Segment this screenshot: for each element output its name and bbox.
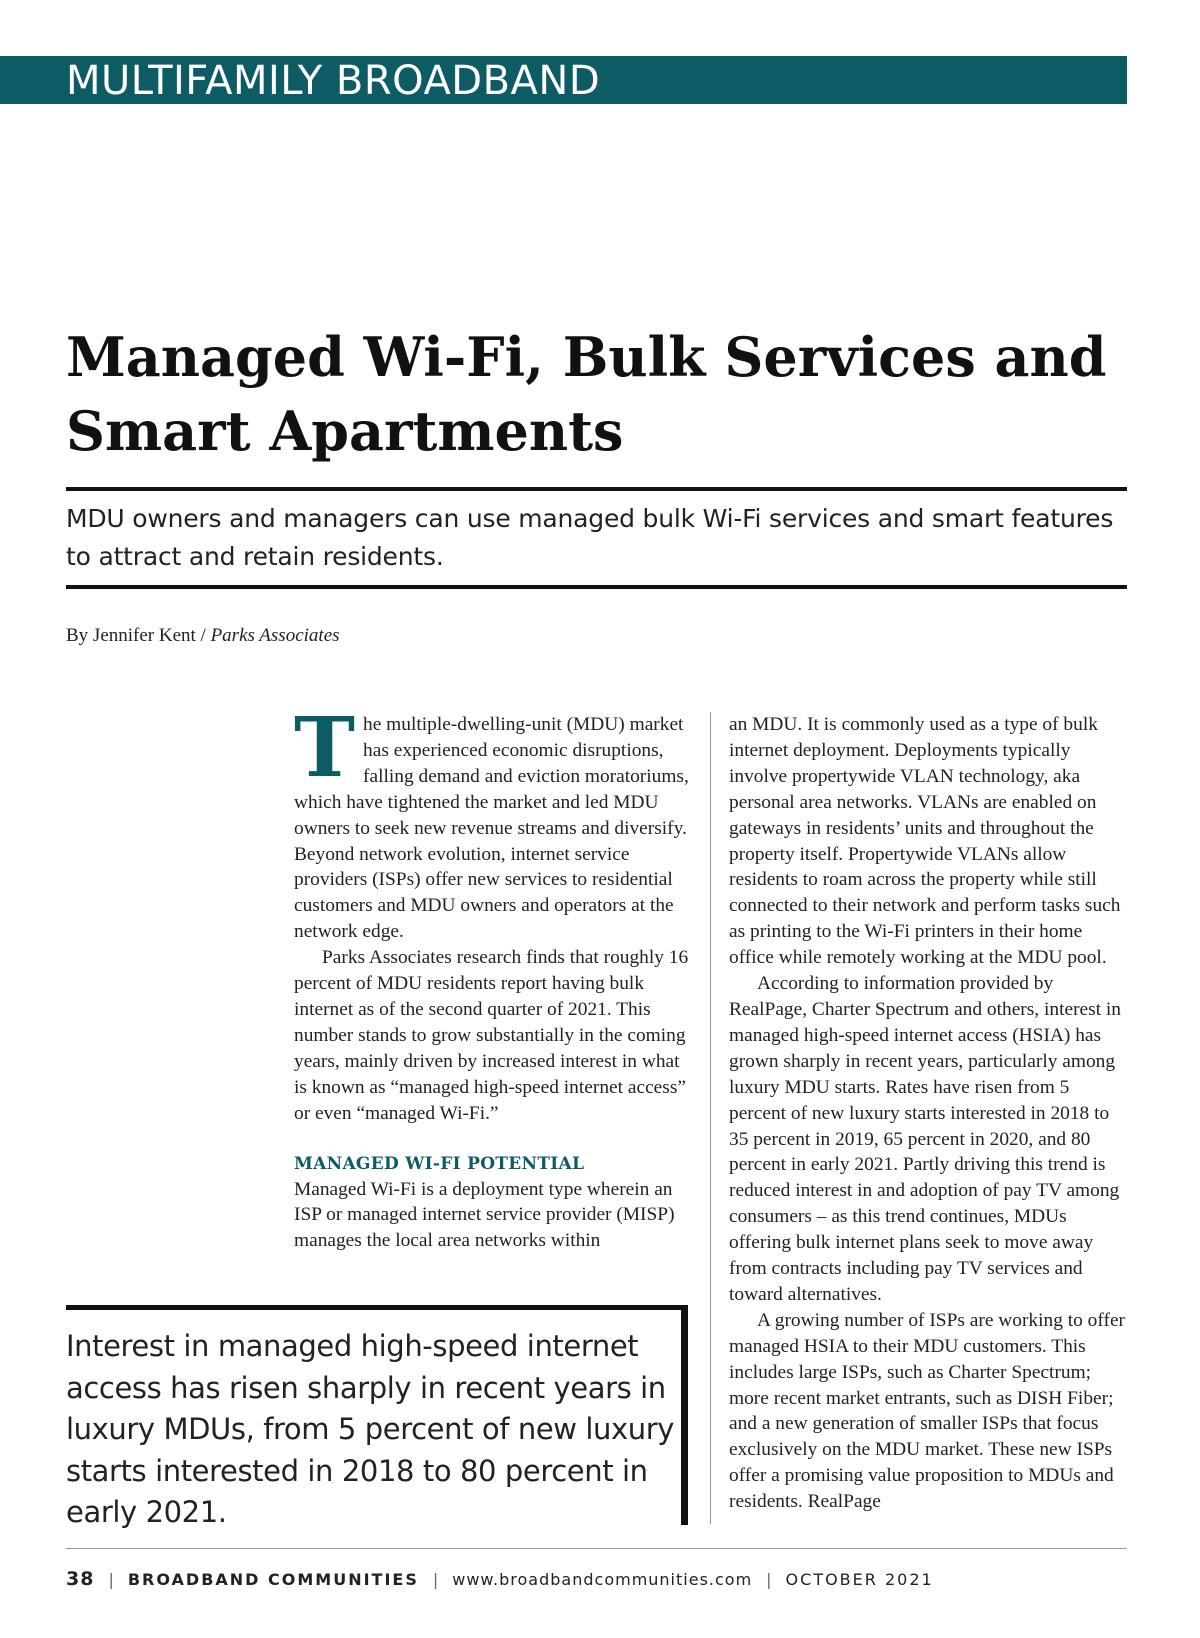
deck-rule-bottom [66,585,1127,589]
drop-cap: T [294,700,356,796]
body-column-1 [294,700,694,1254]
title-line-1: Managed Wi-Fi, Bulk Services and [66,325,1107,389]
body-column-2 [729,712,1129,1515]
title-line-2: Smart Apartments [66,399,624,463]
publication-name: BROADBAND COMMUNITIES [127,1570,419,1589]
paragraph-2: Parks Associates research finds that roughly 16 percent of MDU residents report having bulk internet as of the second quarter of 2021. This number stands to grow substantially in the coming years, mainly driven by increased interest in what is known as “managed high-speed internet access” or even “managed Wi-Fi.” [294,947,689,1124]
section-label: MULTIFAMILY BROADBAND [66,58,601,104]
article-deck: MDU owners and managers can use managed bulk Wi-Fi services and smart features to attract and retain residents. [66,504,1114,571]
paragraph-3: Managed Wi-Fi is a deployment type wherein an ISP or managed internet service provider (MISP) manages the local area networks within [294,1178,675,1252]
paragraph-1-text: he multiple-dwelling-unit (MDU) market has experienced economic disruptions, falling demand and eviction moratoriums, which have tightened the market and led MDU owners to seek new revenue streams and diversify. Beyond network evolution, internet service providers (ISPs) offer new services to residential customers and MDU owners and operators at the network edge. [294,714,689,943]
publication-url: www.broadbandcommunities.com [452,1570,753,1589]
footer-rule [66,1548,1127,1549]
footer-separator: | [766,1570,772,1589]
footer-separator: | [432,1570,439,1589]
paragraph-4: an MDU. It is commonly used as a type of bulk internet deployment. Deployments typically involve propertywide VLAN technology, aka personal area networks. VLANs are enabled on gateways in residents’ units and throughout the property itself. Propertywide VLANs allow residents to roam across the property while still connected to their network and perform tasks such as printing to the Wi-Fi printers in their home office while remotely working at the MDU pool. [729,714,1121,969]
column-divider [710,712,711,1524]
page-number: 38 [66,1568,95,1590]
pullquote-rule-right [681,1305,688,1525]
paragraph-5: According to information provided by RealPage, Charter Spectrum and others, interest in managed high-speed internet access (HSIA) has grown sharply in recent years, particularly among luxury MDU starts. Rates have risen from 5 percent of new luxury starts interested in 2018 to 35 percent in 2019, 65 percent in 2020, and 80 percent in early 2021. Partly driving this trend is reduced interest in and adoption of pay TV among consumers – as this trend continues, MDUs offering bulk internet plans seek to move away from contracts including pay TV services and toward alternatives. [729,973,1122,1305]
section-banner [0,56,1127,104]
section-subhead: MANAGED WI-FI POTENTIAL [294,1153,585,1174]
byline [66,625,340,647]
deck-rule-top [66,487,1127,491]
footer-separator: | [108,1570,114,1589]
byline-author: By Jennifer Kent / [66,625,211,646]
article-title [66,320,1126,468]
paragraph-1 [294,700,694,945]
page-footer [66,1568,934,1590]
paragraph-6: A growing number of ISPs are working to offer managed HSIA to their MDU customers. This includes large ISPs, such as Charter Spectrum; more recent market entrants, such as DISH Fiber; and a new generation of smaller ISPs that focus exclusively on the MDU market. These new ISPs offer a promising value proposition to MDUs and residents. RealPage [729,1309,1126,1513]
pull-quote: Interest in managed high-speed internet access has risen sharply in recent years in luxury MDUs, from 5 percent of new luxury starts interested in 2018 to 80 percent in early 2021. [66,1329,675,1529]
issue-date: OCTOBER 2021 [785,1570,934,1589]
pullquote-rule-top [66,1305,686,1310]
byline-organization: Parks Associates [210,625,340,646]
